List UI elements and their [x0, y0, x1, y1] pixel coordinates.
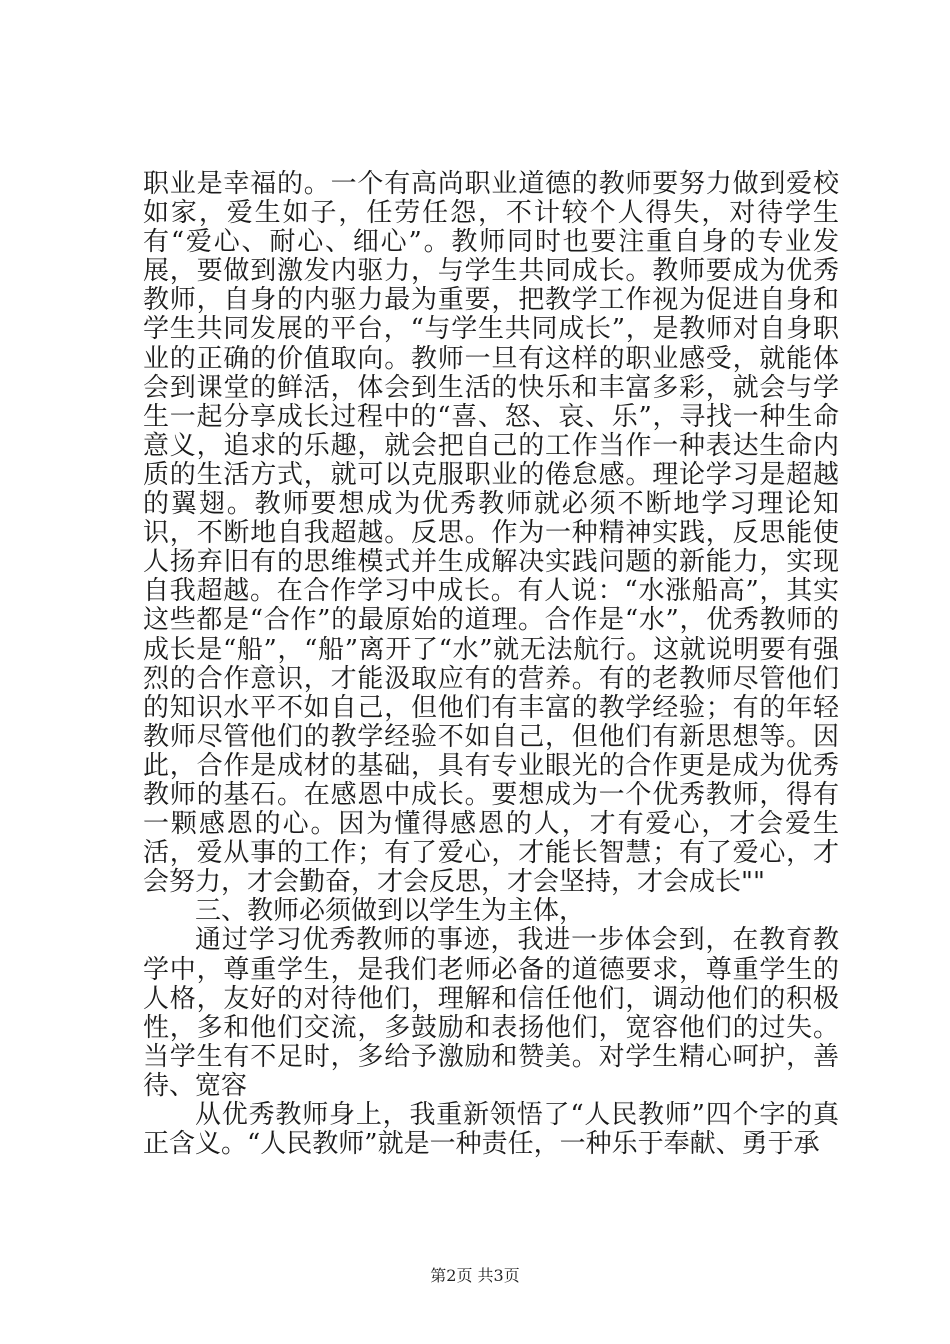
section-heading: 三、教师必须做到以学生为主体，	[195, 896, 586, 927]
paragraph: 从优秀教师身上，我重新领悟了“人民教师”四个字的真正含义。“人民教师”就是一种责任，一种乐于奉献、勇于承	[143, 1100, 839, 1160]
paragraph: 通过学习优秀教师的事迹，我进一步体会到，在教育教学中，尊重学生，是我们老师必备的道德要求，尊重学生的人格，友好的对待他们，理解和信任他们，调动他们的积极性，多和他们交流，多鼓励和表扬他们，宽容他们的过失。当学生有不足时，多给予激励和赞美。对学生精心呵护，善待、宽容	[143, 925, 839, 1101]
paragraph-continuation: 职业是幸福的。一个有高尚职业道德的教师要努力做到爱校如家，爱生如子，任劳任怨，不计较个人得失，对待学生有“爱心、耐心、细心”。教师同时也要注重自身的专业发展，要做到激发内驱力，与学生共同成长。教师要成为优秀教师，自身的内驱力最为重要，把教学工作视为促进自身和学生共同发展的平台，“与学生共同成长”，是教师对自身职业的正确的价值取向。教师一旦有这样的职业感受，就能体会到课堂的鲜活，体会到生活的快乐和丰富多彩，就会与学生一起分享成长过程中的“喜、怒、哀、乐”，寻找一种生命意义，追求的乐趣，就会把自己的工作当作一种表达生命内质的生活方式，就可以克服职业的倦怠感。理论学习是超越的翼翅。教师要想成为优秀教师就必须不断地学习理论知识，不断地自我超越。反思。作为一种精神实践，反思能使人扬弃旧有的思维模式并生成解决实践问题的新能力，实现自我超越。在合作学习中成长。有人说：“水涨船高”，其实这些都是“合作”的最原始的道理。合作是“水”，优秀教师的成长是“船”，“船”离开了“水”就无法航行。这就说明要有强烈的合作意识，才能汲取应有的营养。有的老教师尽管他们的知识水平不如自己，但他们有丰富的教学经验；有的年轻教师尽管他们的教学经验不如自己，但他们有新思想等。因此，合作是成材的基础，具有专业眼光的合作更是成为优秀教师的基石。在感恩中成长。要想成为一个优秀教师，得有一颗感恩的心。因为懂得感恩的人，才有爱心，才会爱生活，爱从事的工作；有了爱心，才能长智慧；有了爱心，才会努力，才会勤奋，才会反思，才会坚持，才会成长""	[143, 169, 839, 898]
page-footer: 第2页 共3页	[430, 1266, 520, 1285]
document-body	[143, 170, 839, 1159]
